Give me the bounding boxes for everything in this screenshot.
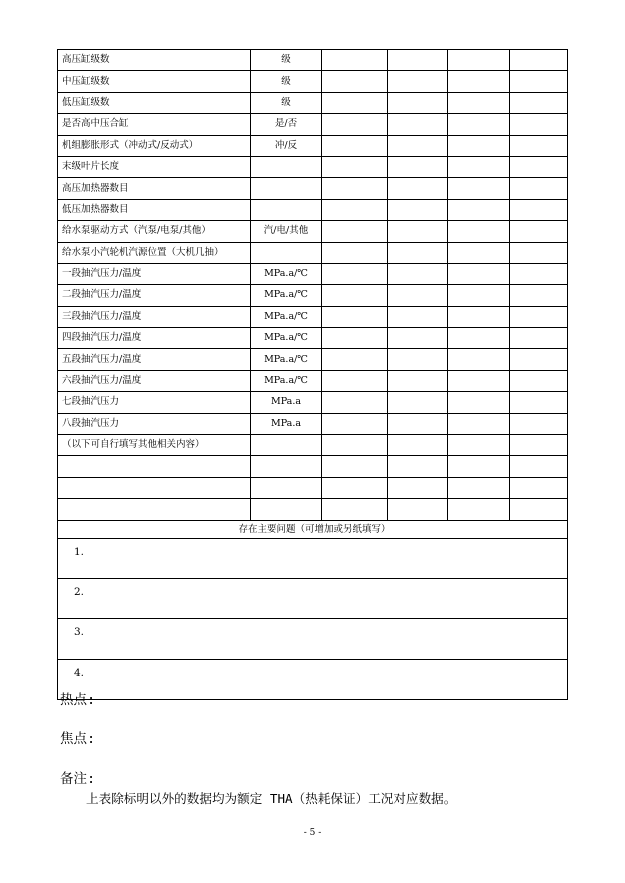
value-cell[interactable]: [510, 392, 568, 413]
table-row: [58, 114, 568, 135]
param-unit: MPa.a/℃: [251, 370, 322, 391]
value-cell[interactable]: [388, 413, 448, 434]
value-cell[interactable]: [510, 114, 568, 135]
param-unit: [251, 199, 322, 220]
value-cell[interactable]: [448, 71, 510, 92]
table-row: [58, 199, 568, 220]
param-label: 高压缸级数: [58, 50, 251, 71]
value-cell[interactable]: [448, 328, 510, 349]
problems-header-row: [58, 520, 568, 538]
param-label: 八段抽汽压力: [58, 413, 251, 434]
param-unit: [251, 242, 322, 263]
param-label: [58, 477, 251, 498]
table-row: [58, 285, 568, 306]
value-cell[interactable]: [388, 178, 448, 199]
param-unit: 级: [251, 92, 322, 113]
value-cell[interactable]: [388, 349, 448, 370]
problem-item-1[interactable]: 1.: [58, 538, 568, 578]
value-cell[interactable]: [510, 178, 568, 199]
param-label: 末级叶片长度: [58, 156, 251, 177]
table-row: [58, 135, 568, 156]
value-cell[interactable]: [322, 199, 388, 220]
value-cell[interactable]: [388, 263, 448, 284]
table-row: [58, 477, 568, 498]
param-unit: [251, 178, 322, 199]
value-cell[interactable]: [510, 285, 568, 306]
value-cell[interactable]: [388, 456, 448, 477]
focus-point-label: 焦点:: [60, 731, 96, 747]
param-unit: MPa.a/℃: [251, 263, 322, 284]
value-cell[interactable]: [448, 413, 510, 434]
value-cell[interactable]: [448, 156, 510, 177]
value-cell[interactable]: [510, 92, 568, 113]
value-cell[interactable]: [448, 499, 510, 520]
param-label: [58, 456, 251, 477]
value-cell[interactable]: [322, 263, 388, 284]
value-cell[interactable]: [322, 156, 388, 177]
value-cell[interactable]: [448, 221, 510, 242]
value-cell[interactable]: [322, 71, 388, 92]
value-cell[interactable]: [448, 349, 510, 370]
value-cell[interactable]: [448, 435, 510, 456]
param-unit: 汽/电/其他: [251, 221, 322, 242]
table-row: [58, 263, 568, 284]
value-cell[interactable]: [388, 392, 448, 413]
value-cell[interactable]: [388, 71, 448, 92]
param-unit: [251, 456, 322, 477]
value-cell[interactable]: [322, 328, 388, 349]
table-row: [58, 435, 568, 456]
value-cell[interactable]: [388, 499, 448, 520]
param-label: 四段抽汽压力/温度: [58, 328, 251, 349]
value-cell[interactable]: [322, 242, 388, 263]
value-cell[interactable]: [388, 114, 448, 135]
table-row: [58, 413, 568, 434]
param-label: [58, 499, 251, 520]
value-cell[interactable]: [448, 477, 510, 498]
value-cell[interactable]: [322, 349, 388, 370]
value-cell[interactable]: [448, 50, 510, 71]
value-cell[interactable]: [388, 199, 448, 220]
param-unit: MPa.a/℃: [251, 349, 322, 370]
value-cell[interactable]: [448, 92, 510, 113]
value-cell[interactable]: [510, 328, 568, 349]
value-cell[interactable]: [510, 413, 568, 434]
table-row: [58, 50, 568, 71]
value-cell[interactable]: [510, 221, 568, 242]
problem-row: [58, 659, 568, 699]
value-cell[interactable]: [322, 435, 388, 456]
parameter-table: [57, 49, 568, 700]
param-label: 给水泵小汽轮机汽源位置（大机几抽）: [58, 242, 251, 263]
value-cell[interactable]: [448, 114, 510, 135]
param-unit: 冲/反: [251, 135, 322, 156]
problem-row: [58, 619, 568, 659]
param-label: 低压缸级数: [58, 92, 251, 113]
value-cell[interactable]: [322, 285, 388, 306]
table-row: [58, 306, 568, 327]
value-cell[interactable]: [322, 499, 388, 520]
value-cell[interactable]: [322, 477, 388, 498]
value-cell[interactable]: [388, 306, 448, 327]
problem-row: [58, 538, 568, 578]
value-cell[interactable]: [510, 306, 568, 327]
table-row: [58, 392, 568, 413]
remark-label: 备注:: [60, 771, 96, 787]
param-label: 六段抽汽压力/温度: [58, 370, 251, 391]
problems-header: 存在主要问题（可增加或另纸填写）: [58, 520, 568, 538]
value-cell[interactable]: [388, 242, 448, 263]
param-unit: MPa.a/℃: [251, 328, 322, 349]
value-cell[interactable]: [322, 135, 388, 156]
value-cell[interactable]: [448, 370, 510, 391]
value-cell[interactable]: [448, 135, 510, 156]
problem-item-3[interactable]: 3.: [58, 619, 568, 659]
param-unit: 是/否: [251, 114, 322, 135]
value-cell[interactable]: [388, 435, 448, 456]
param-label: 高压加热器数目: [58, 178, 251, 199]
value-cell[interactable]: [322, 114, 388, 135]
table-row: [58, 499, 568, 520]
table-row: [58, 370, 568, 391]
problem-item-4[interactable]: 4.: [58, 659, 568, 699]
param-unit: 级: [251, 50, 322, 71]
param-label: 七段抽汽压力: [58, 392, 251, 413]
page-number: - 5 -: [303, 828, 322, 838]
value-cell[interactable]: [510, 71, 568, 92]
value-cell[interactable]: [388, 135, 448, 156]
table-row: [58, 92, 568, 113]
value-cell[interactable]: [388, 285, 448, 306]
value-cell[interactable]: [448, 178, 510, 199]
table-row: [58, 349, 568, 370]
table-row: [58, 242, 568, 263]
value-cell[interactable]: [322, 456, 388, 477]
param-unit: MPa.a/℃: [251, 285, 322, 306]
value-cell[interactable]: [388, 50, 448, 71]
value-cell[interactable]: [510, 349, 568, 370]
table-row: [58, 221, 568, 242]
value-cell[interactable]: [322, 392, 388, 413]
param-label: 一段抽汽压力/温度: [58, 263, 251, 284]
value-cell[interactable]: [510, 242, 568, 263]
value-cell[interactable]: [388, 370, 448, 391]
value-cell[interactable]: [322, 221, 388, 242]
value-cell[interactable]: [510, 156, 568, 177]
param-label: 机组膨胀形式（冲动式/反动式）: [58, 135, 251, 156]
param-label: 低压加热器数目: [58, 199, 251, 220]
table-row: [58, 71, 568, 92]
value-cell[interactable]: [510, 456, 568, 477]
value-cell[interactable]: [322, 306, 388, 327]
table-row: [58, 456, 568, 477]
problem-item-2[interactable]: 2.: [58, 578, 568, 618]
param-unit: MPa.a/℃: [251, 306, 322, 327]
remark-text: 上表除标明以外的数据均为额定 THA（热耗保证）工况对应数据。: [86, 791, 457, 806]
param-unit: MPa.a: [251, 413, 322, 434]
param-label: 是否高中压合缸: [58, 114, 251, 135]
value-cell[interactable]: [448, 242, 510, 263]
hot-point-label: 热点:: [60, 692, 96, 708]
value-cell[interactable]: [510, 370, 568, 391]
table-row: [58, 328, 568, 349]
param-unit: [251, 156, 322, 177]
param-label: 中压缸级数: [58, 71, 251, 92]
value-cell[interactable]: [448, 456, 510, 477]
param-label: 三段抽汽压力/温度: [58, 306, 251, 327]
value-cell[interactable]: [448, 263, 510, 284]
param-unit: [251, 435, 322, 456]
value-cell[interactable]: [388, 92, 448, 113]
value-cell[interactable]: [322, 50, 388, 71]
value-cell[interactable]: [510, 499, 568, 520]
value-cell[interactable]: [388, 477, 448, 498]
value-cell[interactable]: [388, 328, 448, 349]
value-cell[interactable]: [510, 477, 568, 498]
value-cell[interactable]: [510, 50, 568, 71]
param-unit: [251, 499, 322, 520]
table-row: [58, 156, 568, 177]
param-unit: [251, 477, 322, 498]
value-cell[interactable]: [448, 392, 510, 413]
value-cell[interactable]: [322, 178, 388, 199]
value-cell[interactable]: [510, 263, 568, 284]
value-cell[interactable]: [322, 92, 388, 113]
value-cell[interactable]: [510, 435, 568, 456]
param-unit: MPa.a: [251, 392, 322, 413]
param-label: 五段抽汽压力/温度: [58, 349, 251, 370]
value-cell[interactable]: [322, 370, 388, 391]
param-unit: 级: [251, 71, 322, 92]
value-cell[interactable]: [322, 413, 388, 434]
table-row: [58, 178, 568, 199]
value-cell[interactable]: [510, 199, 568, 220]
problem-row: [58, 578, 568, 618]
value-cell[interactable]: [448, 306, 510, 327]
value-cell[interactable]: [388, 221, 448, 242]
value-cell[interactable]: [448, 285, 510, 306]
param-label: 二段抽汽压力/温度: [58, 285, 251, 306]
value-cell[interactable]: [388, 156, 448, 177]
value-cell[interactable]: [448, 199, 510, 220]
value-cell[interactable]: [510, 135, 568, 156]
param-label: 给水泵驱动方式（汽泵/电泵/其他）: [58, 221, 251, 242]
param-label: （以下可自行填写其他相关内容）: [58, 435, 251, 456]
